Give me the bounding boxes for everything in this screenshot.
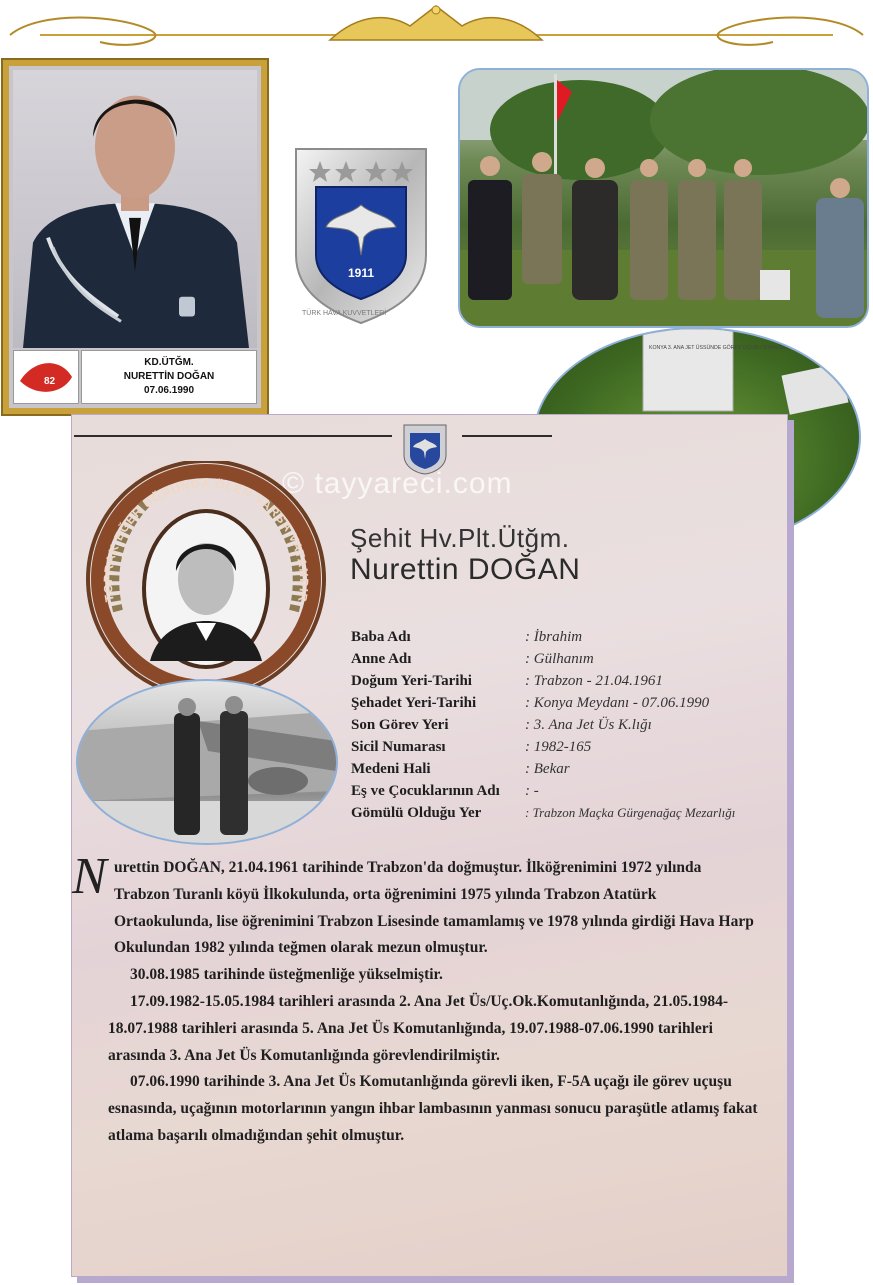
biography [108, 855, 758, 1150]
info-value: : Trabzon - 21.04.1961 [525, 673, 663, 689]
info-label: Son Görev Yeri [351, 717, 449, 733]
doc-title-rank: Şehit Hv.Plt.Ütğm. [350, 523, 570, 553]
doc-rule-left [74, 435, 392, 437]
info-row-birth [351, 673, 663, 695]
info-row-burial [351, 805, 735, 827]
officer-portrait [3, 60, 267, 414]
info-value: : - [525, 783, 539, 799]
badge-82-label: 82 [44, 376, 56, 387]
doc-title-name: Nurettin DOĞAN [350, 553, 581, 586]
info-label: Sicil Numarası [351, 739, 446, 755]
memorial-document [71, 414, 788, 1277]
portrait-photo [13, 70, 257, 348]
info-value: : İbrahim [525, 629, 583, 645]
info-label: Baba Adı [351, 629, 411, 645]
info-label: Anne Adı [351, 651, 412, 667]
caption-date: 07.06.1990 [143, 385, 195, 396]
info-row-martyrdom [351, 695, 709, 717]
info-row-registry [351, 739, 591, 761]
info-value: : 3. Ana Jet Üs K.lığı [525, 717, 652, 733]
medal-inscription: TOPRAK EĞER UĞRUNDA ÖLEN VARSA VATANDIR [100, 476, 312, 604]
caption-rank: KD.ÜTĞM. [144, 357, 194, 368]
info-label: Gömülü Olduğu Yer [351, 805, 482, 821]
bio-paragraph: 07.06.1990 tarihinde 3. Ana Jet Üs Komutanlığında görevli iken, F-5A uçağı ile görev uçuşu esnasında, uçağının motorlarının yangın ihbar lambasının yanması sonucu paraşütle atlamış fakat atlama başarılı olmadığından şehit olmuştur. [108, 1073, 758, 1144]
watermark: © tayyareci.com [282, 467, 513, 500]
info-row-marital [351, 761, 570, 783]
portrait-caption [81, 350, 257, 404]
info-row-father [351, 629, 582, 651]
air-force-emblem [288, 145, 434, 325]
emblem-text: TÜRK HAVA KUVVETLERİ [302, 310, 387, 317]
bio-paragraph: urettin DOĞAN, 21.04.1961 tarihinde Trabzon'da doğmuştur. İlköğrenimini 1972 yılında Trabzon Turanlı köyü İlkokulunda, orta öğrenimini 1975 yılında Trabzon Atatürk Ortaokulunda, lise öğrenimini Trabzon Lisesinde tamamlamış ve 1978 yılında girdiği Hava Harp Okulundan 1982 yılında teğmen olarak mezun olmuştur. [114, 859, 754, 957]
grave-stone-text: KONYA 3. ANA JET ÜSSÜNDE GÖREV UÇUŞU SIRASINDA 7.6.1990 ŞEHİT OLMUŞTUR [649, 345, 859, 351]
bio-paragraph: 30.08.1985 tarihinde üsteğmenliğe yükselmiştir. [130, 966, 443, 984]
info-label: Şehadet Yeri-Tarihi [351, 695, 477, 711]
info-label: Medeni Hali [351, 761, 431, 777]
top-ornament [0, 0, 873, 58]
info-value: : Bekar [525, 761, 570, 777]
info-value: : Gülhanım [525, 651, 594, 667]
info-label: Doğum Yeri-Tarihi [351, 673, 472, 689]
info-row-spouse-children [351, 783, 539, 805]
martyr-medal [78, 461, 334, 701]
info-row-mother [351, 651, 594, 673]
emblem-year: 1911 [347, 266, 375, 280]
info-value: : Konya Meydanı - 07.06.1990 [525, 695, 710, 711]
bio-dropcap: N [72, 848, 107, 905]
info-value: : 1982-165 [525, 739, 592, 755]
info-value: : Trabzon Maçka Gürgenağaç Mezarlığı [525, 805, 736, 820]
class-1982-badge [13, 350, 79, 404]
jet-pilots-photo [76, 679, 338, 845]
info-row-last-duty [351, 717, 652, 739]
doc-rule-right [462, 435, 552, 437]
info-label: Eş ve Çocuklarının Adı [351, 783, 500, 799]
caption-name: NURETTİN DOĞAN [123, 371, 215, 382]
grave-visit-photo [458, 68, 869, 328]
bio-paragraph: 17.09.1982-15.05.1984 tarihleri arasında 2. Ana Jet Üs/Uç.Ok.Komutanlığında, 21.05.1984-18.07.1988 tarihleri arasında 5. Ana Jet Üs Komutanlığında, 19.07.1988-07.06.1990 tarihleri arasında 3. Ana Jet Üs Komutanlığında görevlendirilmiştir. [108, 992, 729, 1064]
